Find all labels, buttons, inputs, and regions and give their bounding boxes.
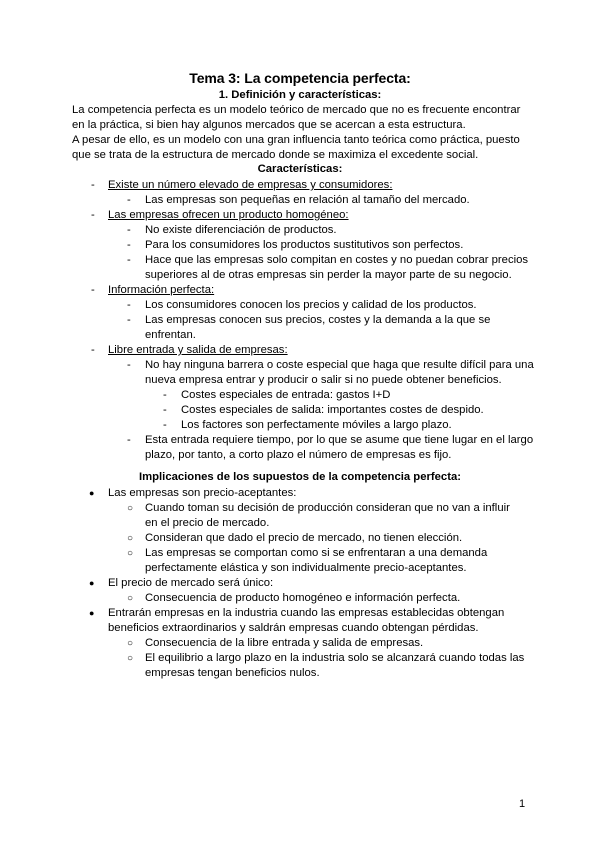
list-subsubitem xyxy=(0,418,600,433)
dash-marker: - xyxy=(163,389,167,401)
list-subitem xyxy=(0,531,600,546)
dash-marker: - xyxy=(91,284,95,296)
list-subitem xyxy=(0,501,600,531)
caracteristicas-list xyxy=(0,178,600,463)
list-subitem-text: Los consumidores conocen los precios y calidad de los productos. xyxy=(145,299,477,311)
list-subitem-text: No existe diferenciación de productos. xyxy=(145,224,337,236)
bullet-icon: ● xyxy=(89,608,95,618)
dash-marker: - xyxy=(127,239,131,251)
bullet-icon: ● xyxy=(89,488,95,498)
dash-marker: - xyxy=(127,314,131,326)
circle-bullet-icon: ○ xyxy=(127,638,134,649)
list-subitem xyxy=(0,636,600,651)
circle-bullet-icon: ○ xyxy=(127,593,134,604)
dash-marker: - xyxy=(127,434,131,446)
dash-marker: - xyxy=(127,254,131,266)
intro-paragraph: La competencia perfecta es un modelo teórico de mercado que no es frecuente encontrar en la práctica, si bien hay algunos mercados que se acercan a esta estructura. xyxy=(72,104,521,131)
circle-bullet-icon: ○ xyxy=(127,533,134,544)
list-subsubitem-text: Costes especiales de salida: importantes costes de despido. xyxy=(181,404,484,416)
list-item xyxy=(0,606,600,636)
list-subitem xyxy=(0,238,600,253)
list-subitem xyxy=(0,223,600,238)
list-subitem xyxy=(0,358,600,388)
list-subsubitem-text: Costes especiales de entrada: gastos I+D xyxy=(181,389,391,401)
intro-paragraph: A pesar de ello, es un modelo con una gran influencia tanto teórica como práctica, puesto que se trata de la estructura de mercado donde se maximiza el excedente social. xyxy=(72,134,520,161)
list-subitem xyxy=(0,298,600,313)
implicaciones-heading: Implicaciones de los supuestos de la competencia perfecta: xyxy=(138,471,462,483)
list-subitem-text: No hay ninguna barrera o coste especial que haga que resulte difícil para una nueva empresa entrar y producir o salir si no puede obtener beneficios. xyxy=(145,359,534,386)
list-item xyxy=(0,486,600,501)
list-subsubitem-text: Los factores son perfectamente móviles a largo plazo. xyxy=(181,419,452,431)
list-subitem xyxy=(0,546,600,576)
list-subitem xyxy=(0,313,600,343)
list-subitem xyxy=(0,651,600,681)
circle-bullet-icon: ○ xyxy=(127,548,134,559)
dash-marker: - xyxy=(91,209,95,221)
dash-marker: - xyxy=(91,179,95,191)
list-item-text: El precio de mercado será único: xyxy=(108,577,274,589)
circle-bullet-icon: ○ xyxy=(127,503,134,514)
list-subitem-text: Para los consumidores los productos sustitutivos son perfectos. xyxy=(145,239,464,251)
list-subitem-text: Hace que las empresas solo compitan en costes y no puedan cobrar precios superiores al de otras empresas sin perder la mayor parte de su negocio. xyxy=(145,254,529,281)
list-item-label: Libre entrada y salida de empresas: xyxy=(108,344,288,356)
list-item-text: Las empresas son precio-aceptantes: xyxy=(108,487,297,499)
list-item xyxy=(0,576,600,591)
list-item-label: Información perfecta: xyxy=(108,284,215,296)
list-subitem-text: Consideran que dado el precio de mercado, no tienen elección. xyxy=(145,532,463,544)
list-subitem-text: Las empresas se comportan como si se enfrentaran a una demanda perfectamente elástica y son individualmente precio-aceptantes. xyxy=(145,547,488,574)
page-number: 1 xyxy=(519,798,526,810)
circle-bullet-icon: ○ xyxy=(127,653,134,664)
list-subitem xyxy=(0,193,600,208)
list-subitem xyxy=(0,253,600,283)
bullet-icon: ● xyxy=(89,578,95,588)
dash-marker: - xyxy=(127,359,131,371)
list-subitem-text: Las empresas son pequeñas en relación al tamaño del mercado. xyxy=(145,194,470,206)
list-item xyxy=(0,208,600,223)
list-subitem-text: Cuando toman su decisión de producción consideran que no van a influir en el precio de mercado. xyxy=(145,502,510,529)
list-subitem-text: Esta entrada requiere tiempo, por lo que se asume que tiene lugar en el largo plazo, por tanto, a corto plazo el número de empresas es fijo. xyxy=(145,434,534,461)
list-subsubitem xyxy=(0,388,600,403)
list-subitem-text: Las empresas conocen sus precios, costes y la demanda a la que se enfrentan. xyxy=(145,314,491,341)
list-item-label: Las empresas ofrecen un producto homogéneo: xyxy=(108,209,349,221)
implicaciones-list xyxy=(0,486,600,681)
list-subsubitem xyxy=(0,403,600,418)
section-heading-definicion: 1. Definición y características: xyxy=(218,89,382,101)
list-subitem-text: El equilibrio a largo plazo en la industria solo se alcanzará cuando todas las empresas tengan beneficios nulos. xyxy=(145,652,525,679)
list-item-label: Existe un número elevado de empresas y consumidores: xyxy=(108,179,393,191)
dash-marker: - xyxy=(91,344,95,356)
list-subitem-text: Consecuencia de la libre entrada y salida de empresas. xyxy=(145,637,424,649)
dash-marker: - xyxy=(163,404,167,416)
dash-marker: - xyxy=(127,194,131,206)
page-title: Tema 3: La competencia perfecta: xyxy=(189,70,411,86)
list-subitem-text: Consecuencia de producto homogéneo e información perfecta. xyxy=(145,592,461,604)
intro-paragraphs xyxy=(72,103,532,163)
caracteristicas-heading: Características: xyxy=(257,163,343,175)
list-subitem xyxy=(0,591,600,606)
dash-marker: - xyxy=(127,299,131,311)
dash-marker: - xyxy=(163,419,167,431)
list-item-text: Entrarán empresas en la industria cuando las empresas establecidas obtengan beneficios extraordinarios y saldrán empresas cuando obtengan pérdidas. xyxy=(108,607,505,634)
list-item xyxy=(0,178,600,193)
dash-marker: - xyxy=(127,224,131,236)
list-item xyxy=(0,283,600,298)
list-subitem xyxy=(0,433,600,463)
list-item xyxy=(0,343,600,358)
